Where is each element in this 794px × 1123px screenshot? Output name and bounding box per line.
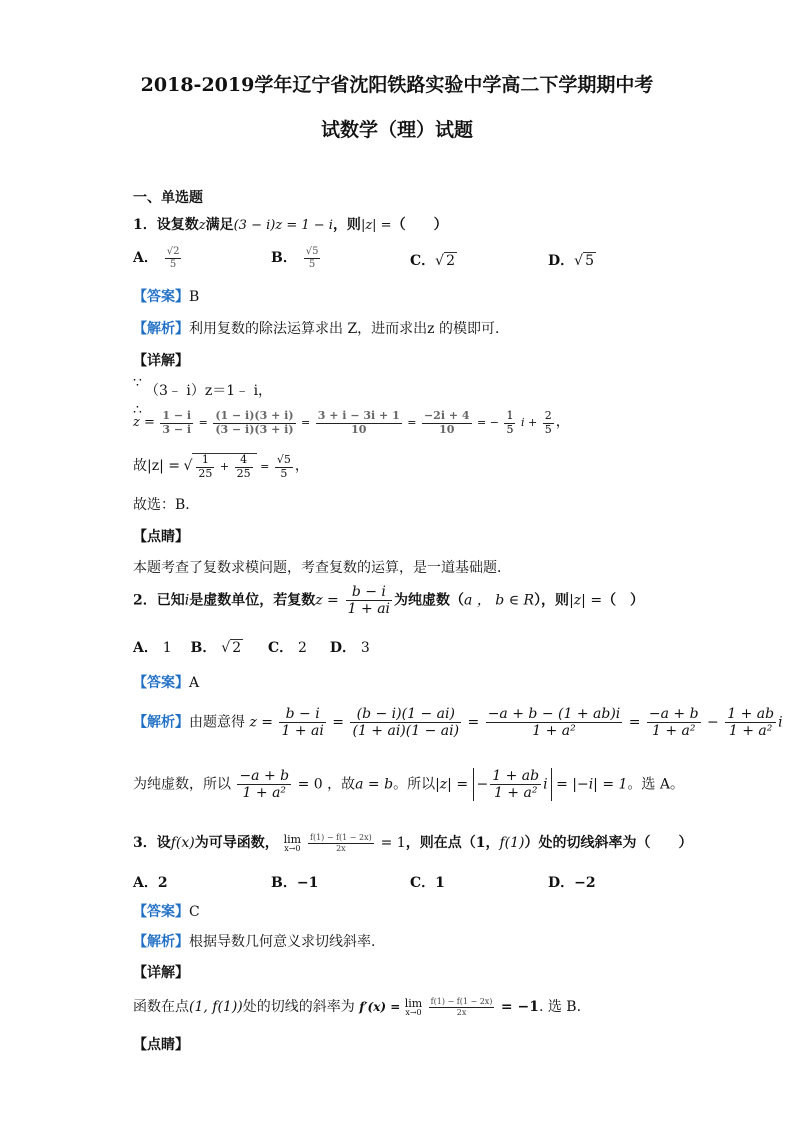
q1-calc-mid: i + xyxy=(520,416,538,430)
q1-calc-tail: = − xyxy=(477,416,499,430)
q1-modulus-pre: 故|z| = xyxy=(133,458,180,475)
q2-answer: 【答案】A xyxy=(133,675,200,691)
q1-since: ∵ xyxy=(133,375,142,391)
q1-answer xyxy=(133,286,199,306)
q1-option-c-label: C． xyxy=(410,253,436,269)
q1-analysis-tag: 【解析】 xyxy=(133,321,189,337)
q3-stem-limit-frac: $\frac{f(1) - f(1 - 2x)}{2x}$ xyxy=(309,833,372,853)
q1-option-c[interactable] xyxy=(410,250,457,270)
q1-answer-value: B xyxy=(189,289,200,305)
q1-equation: (3 − i)z = 1 − i xyxy=(233,218,333,233)
q3-stem-f: f(x) xyxy=(170,835,195,851)
q3-analysis: 【解析】根据导数几何意义求切线斜率. xyxy=(133,934,376,950)
q2-calc-frac5: $\frac{1 + ab}{\text{1 + a²}}$ xyxy=(727,706,775,740)
q2-option-d[interactable]: D． 3 xyxy=(329,640,370,656)
q2-conclusion: 为纯虚数，所以 $\frac{-a + b}{\text{1 + a²}}$ = 0 ，故a = b。所以|z| = − $\frac{1 + ab}{\text{1 + a²}}$ i = |−i| = 1。选 A。 xyxy=(133,768,684,802)
q3-detail: 函数在点(1, f(1))处的切线的斜率为 f′(x) = lim x→0 $\frac{f(1) - f(1 - 2x)}{2x}$ = −1. 选 B. xyxy=(133,996,582,1017)
q1-option-b-fraction xyxy=(304,246,321,270)
q3-option-d[interactable]: D．−2 xyxy=(548,875,596,891)
q2-stem: 2．已知i是虚数单位，若复数z = $\frac{b - i}{1 + ai}$ 为纯虚数（a ， b ∈ R），则|z| =（ ） xyxy=(133,584,645,618)
q1-answer-tag: 【答案】 xyxy=(133,289,189,305)
q1-option-d-root: √ 5 xyxy=(574,253,594,269)
q3-option-a[interactable]: A．2 xyxy=(133,875,168,891)
q2-options xyxy=(133,637,370,657)
q1-calc-frac2: $\frac{(1 - i)(3 + i)}{(3 - i)(3 + i)}$ xyxy=(215,409,294,436)
q1-calc-frac5: $\frac{1}{5}$ xyxy=(506,409,514,436)
q1-stem-var: z xyxy=(198,218,206,233)
q1-stem-mid: 满足 xyxy=(205,217,234,233)
page-title-line1: 2018-2019学年辽宁省沈阳铁路实验中学高二下学期期中考 xyxy=(140,74,654,96)
q2-option-a[interactable]: A． 1 xyxy=(133,640,172,656)
q2-calc-frac4: $\frac{-a + b}{\text{1 + a²}}$ xyxy=(648,706,699,740)
q1-option-c-root: √ 2 xyxy=(435,253,455,269)
q1-modulus-root: $\frac{1}{25}$ + $\frac{4}{25}$ xyxy=(192,453,256,480)
q1-calc-frac4: $\frac{-2i + 4}{10}$ xyxy=(423,409,470,436)
q1-option-b[interactable] xyxy=(271,246,322,270)
q1-stem-then: ，则 xyxy=(332,217,361,233)
page-title-line2: 试数学（理）试题 xyxy=(320,119,473,141)
q2-calc-frac3: $\frac{-a + b - (1 + ab)i}{\text{1 + a²}}$ xyxy=(487,706,621,740)
q1-option-a-label: A． xyxy=(133,250,158,266)
q2-option-c[interactable]: C． 2 xyxy=(267,640,307,656)
q1-therefore: ∴ xyxy=(133,402,142,418)
q3-comment-tag: 【点睛】 xyxy=(133,1037,189,1053)
section-heading: 一、单选题 xyxy=(133,190,203,206)
q3-stem-limit: lim x→0 xyxy=(283,832,302,853)
q1-detail-tag: 【详解】 xyxy=(133,353,189,369)
q1-stem-prefix: 1．设复数 xyxy=(133,217,199,233)
q3-option-b[interactable]: B．−1 xyxy=(271,875,319,891)
q1-comment-tag: 【点睛】 xyxy=(133,529,189,545)
q1-option-a-num: √2 xyxy=(166,246,180,257)
q3-detail-tag: 【详解】 xyxy=(133,965,189,981)
q1-abs-z: |z| = xyxy=(360,218,392,233)
q1-option-a[interactable] xyxy=(133,246,183,270)
q1-calc: z = $\frac{1 - i}{3 - i}$ = $\frac{(1 - i)(3 + i)}{(3 - i)(3 + i)}$ = $\frac{3 + i - 3i + 1}{10}$ = $\frac{-2i + 4}{10}$ = − $\frac{1}{5}$ i + $\frac{2}{5}$ ， xyxy=(133,409,570,436)
q1-option-d[interactable] xyxy=(548,250,596,270)
q2-stem-i: i xyxy=(184,592,190,609)
q1-calc-frac1: $\frac{1 - i}{3 - i}$ xyxy=(162,409,192,436)
q1-option-a-den: 5 xyxy=(165,258,182,271)
q1-option-d-label: D． xyxy=(548,253,575,269)
q1-given: （3﹣ i）z＝1﹣ i， xyxy=(145,383,273,399)
q1-comment: 本题考查了复数求模问题，考查复数的运算，是一道基础题． xyxy=(133,560,511,576)
q1-calc-lhs: z = xyxy=(133,415,155,431)
q3-detail-limit: lim x→0 xyxy=(404,996,423,1017)
q2-answer-value: A xyxy=(189,675,200,691)
q3-answer: 【答案】C xyxy=(133,904,200,920)
q2-option-b[interactable]: B． √ 2 xyxy=(190,640,242,656)
q1-calc-frac3: $\frac{3 + i - 3i + 1}{10}$ xyxy=(317,409,400,436)
q1-choose: 故选：B． xyxy=(133,497,200,513)
q1-option-b-num: √5 xyxy=(305,246,319,257)
q1-analysis-text: 利用复数的除法运算求出 Z，进而求出z 的模即可． xyxy=(189,321,510,337)
q1-analysis xyxy=(133,318,509,338)
q2-conclusion-abs: − $\frac{1 + ab}{\text{1 + a²}}$ i xyxy=(473,768,552,801)
q3-detail-limit-frac: $\frac{f(1) - f(1 - 2x)}{2x}$ xyxy=(430,997,493,1017)
q2-stem-fraction: $\frac{b - i}{1 + ai}$ xyxy=(347,584,391,618)
q3-option-c[interactable]: C．1 xyxy=(410,875,445,891)
q1-modulus-result: $\frac{√5}{5}$ xyxy=(276,453,291,480)
q1-option-b-label: B． xyxy=(271,250,297,266)
q1-option-b-den: 5 xyxy=(304,258,321,271)
q3-stem: 3．设f(x)为可导函数， lim x→0 $\frac{f(1) - f(1 - 2x)}{2x}$ = 1，则在点（1，f(1)）处的切线斜率为（ ） xyxy=(133,832,693,853)
q2-conclusion-frac: $\frac{-a + b}{\text{1 + a²}}$ xyxy=(239,768,290,802)
q3-answer-value: C xyxy=(189,904,200,920)
q1-option-a-fraction xyxy=(165,246,182,270)
q1-calc-frac6: $\frac{2}{5}$ xyxy=(544,409,552,436)
q1-modulus: 故|z| = √ $\frac{1}{25}$ + $\frac{4}{25}$ = $\frac{√5}{5}$ ， xyxy=(133,453,309,480)
q2-calc-frac2: $\frac{(b - i)(1 - ai)}{(1 + ai)(1 - ai)}$ xyxy=(352,706,460,740)
q1-stem xyxy=(133,214,448,234)
q2-analysis: 【解析】由题意得 z = $\frac{b - i}{1 + ai}$ = $\frac{(b - i)(1 - ai)}{(1 + ai)(1 - ai)}$ = $\frac{-a + b - (1 + ab)i}{\text{1 + a²}}$ = $\frac{-a + b}{\text{1 + a²}}$ − $\frac{1 + ab}{\text{1 + a²}}$ i xyxy=(133,706,783,740)
q2-calc-frac1: $\frac{b - i}{1 + ai}$ xyxy=(281,706,324,740)
q1-stem-paren: （ ） xyxy=(391,217,448,233)
